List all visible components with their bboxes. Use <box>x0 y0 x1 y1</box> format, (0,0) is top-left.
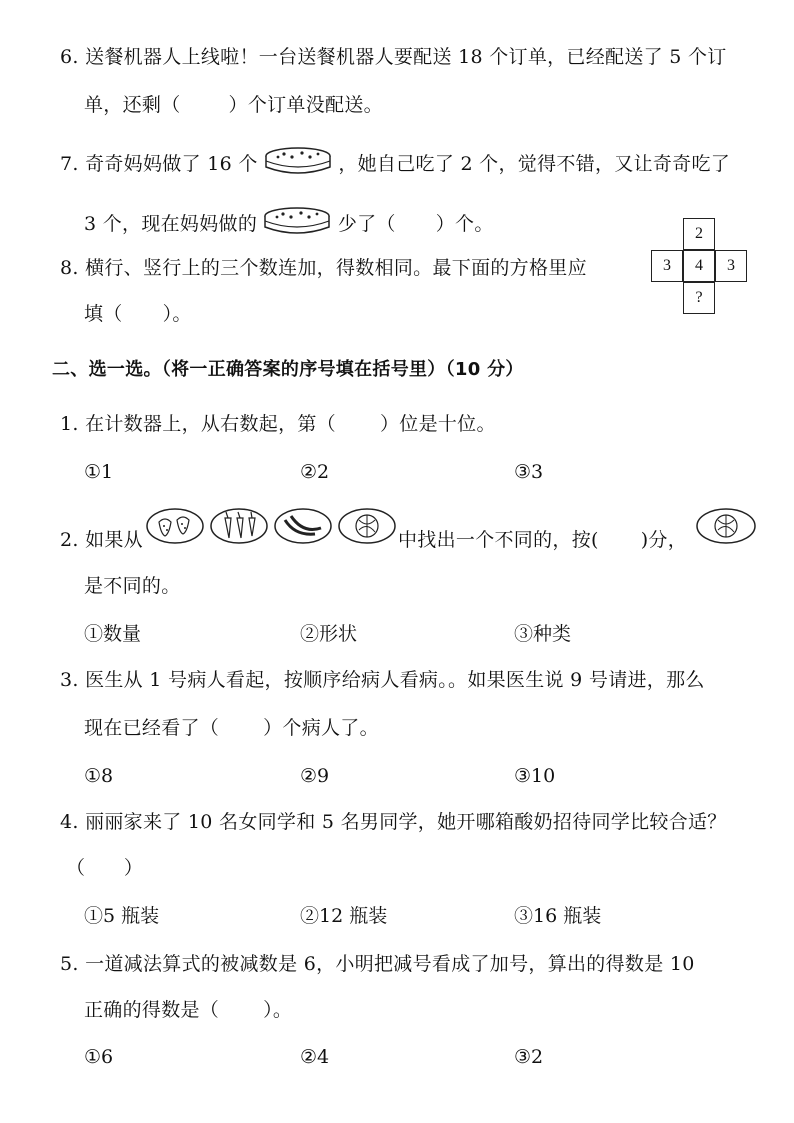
q7-text-b: ，她自己吃了 2 个，觉得不错，又让奇奇吃了 <box>338 153 731 175</box>
mc5-option-2: ②4 <box>300 1046 330 1068</box>
mc5-option-3: ③2 <box>514 1046 544 1068</box>
eggplant-plate-icon <box>275 509 331 543</box>
mc3-option-2: ②9 <box>300 765 330 787</box>
mc5-stem-line1: 5. 一道减法算式的被减数是 6，小明把减号看成了加号，算出的得数是 10 <box>60 953 695 975</box>
mc1-option-1: ①1 <box>84 461 114 483</box>
mc3-option-3: ③10 <box>514 765 556 787</box>
mc2-stem-suffix <box>398 528 687 552</box>
q6-text-b: ）个订单没配送。 <box>228 94 383 116</box>
mc1-text-b: ）位是十位。 <box>379 413 496 435</box>
carrot-plate-icon <box>211 509 267 543</box>
mc1-stem <box>60 412 496 436</box>
cabbage-plate-icon <box>695 506 757 550</box>
mc4-option-1: ①5 瓶装 <box>84 905 160 927</box>
mc1-option-2: ②2 <box>300 461 330 483</box>
mc5-stem-line2 <box>84 998 292 1022</box>
mc2-option-2: ②形状 <box>300 623 358 645</box>
mc3-option-1: ①8 <box>84 765 114 787</box>
q8-text-b: ）。 <box>162 303 192 325</box>
grid-cell-left: 3 <box>651 250 683 282</box>
q8-line1: 8. 横行、竖行上的三个数连加，得数相同。最下面的方格里应 <box>60 257 587 279</box>
mc2-picture-row <box>145 506 397 550</box>
q7-text-c: 3 个，现在妈妈做的 <box>84 213 258 235</box>
mc2-text-b: 中找出一个不同的，按( <box>398 529 599 551</box>
q6-line1: 6. 送餐机器人上线啦！一台送餐机器人要配送 18 个订单，已经配送了 5 个订 <box>60 46 727 68</box>
section-2-title: 二、选一选。（将一正确答案的序号填在括号里）（10 分） <box>52 359 524 380</box>
mc1-option-3: ③3 <box>514 461 544 483</box>
mc2-option-1: ①数量 <box>84 623 142 645</box>
grid-cell-bottom: ? <box>683 282 715 314</box>
strawberry-plate-icon <box>147 509 203 543</box>
mc4-stem-line1: 4. 丽丽家来了 10 名女同学和 5 名男同学，她开哪箱酸奶招待同学比较合适？ <box>60 811 727 833</box>
mc3-stem-line2 <box>84 716 379 740</box>
q7-text-d: 少了（ <box>337 213 396 235</box>
q8-text-a: 填（ <box>84 303 123 325</box>
q6-text-a: 单，还剩（ <box>84 94 181 116</box>
q6-line2 <box>84 93 383 117</box>
grid-cell-right: 3 <box>715 250 747 282</box>
cake-icon <box>264 145 332 185</box>
mc4-stem-line2[interactable]: （ ） <box>66 857 144 879</box>
q7-text-a: 7. 奇奇妈妈做了 16 个 <box>60 153 258 175</box>
cabbage-plate-icon <box>339 509 395 543</box>
mc2-stem-line2: 是不同的。 <box>84 575 181 597</box>
q7-line1 <box>60 145 730 185</box>
mc3-stem-line1: 3. 医生从 1 号病人看起，按顺序给病人看病。。如果医生说 9 号请进，那么 <box>60 669 705 691</box>
grid-cell-center: 4 <box>683 250 715 282</box>
mc5-option-1: ①6 <box>84 1046 114 1068</box>
q8-line2 <box>84 302 192 326</box>
q7-line2 <box>84 205 494 245</box>
mc5-text-a: 正确的得数是（ <box>84 999 220 1021</box>
mc2-option-3: ③种类 <box>514 623 572 645</box>
mc3-text-a: 现在已经看了（ <box>84 717 220 739</box>
mc4-option-3: ③16 瓶装 <box>514 905 602 927</box>
cake-icon <box>263 205 331 245</box>
mc2-stem-prefix: 2. 如果从 <box>60 529 143 551</box>
mc5-text-b: ）。 <box>263 999 293 1021</box>
mc2-text-c: )分， <box>640 529 688 551</box>
q7-text-e: ）个。 <box>435 213 494 235</box>
grid-cell-top: 2 <box>683 218 715 250</box>
mc1-text-a: 1. 在计数器上，从右数起，第（ <box>60 413 336 435</box>
mc3-text-b: ）个病人了。 <box>263 717 379 739</box>
mc4-option-2: ②12 瓶装 <box>300 905 388 927</box>
